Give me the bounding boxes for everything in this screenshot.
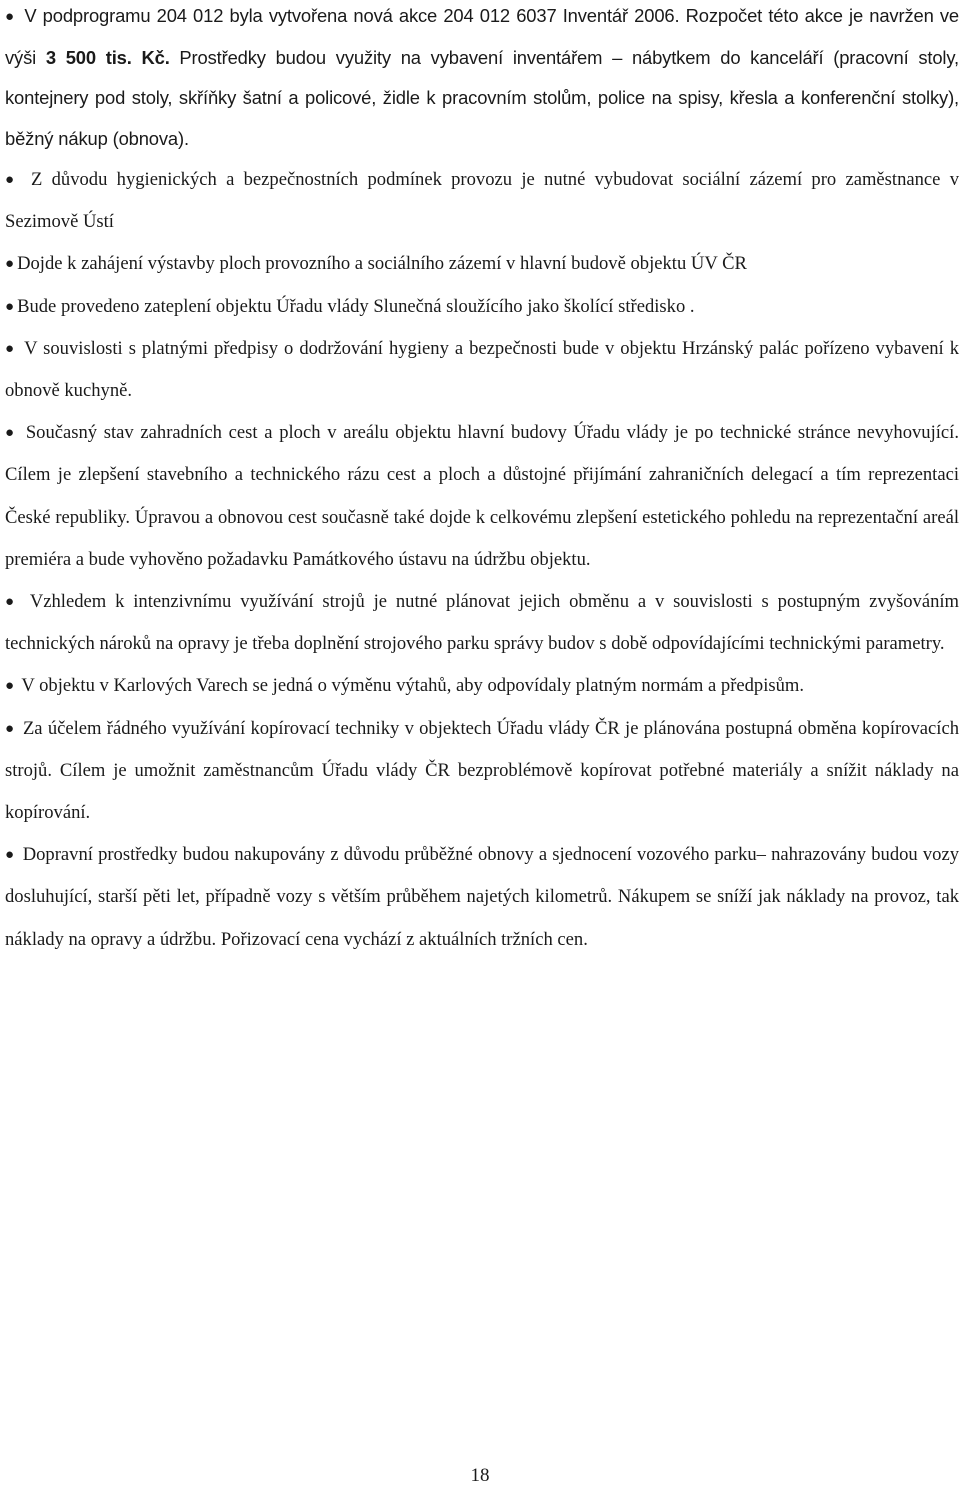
- paragraph-text: V podprogramu 204 012 byla vytvořena nová akce 204 012 6037 Inventář 2006. Rozpočet této akce je navržen ve výši: [5, 5, 959, 68]
- bullet-icon: ●: [5, 678, 15, 695]
- paragraph-text: Současný stav zahradních cest a ploch v areálu objektu hlavní budovy Úřadu vlády je po technické stránce nevyhovující. Cílem je zlepšení stavebního a technického rázu cest a ploch a důstojné přijímání zahraničních delegací a tím reprezentaci České republiky. Úpravou a obnovou cest současně také dojde k celkovému zlepšení estetického pohledu na reprezentační areál premiéra a bude vyhověno požadavku Památkového ústavu na údržbu objektu.: [5, 422, 959, 570]
- paragraph-text: Vzhledem k intenzivnímu využívání strojů je nutné plánovat jejich obměnu a v souvislosti s postupným zvyšováním technických nároků na opravy je třeba doplnění strojového parku správy budov s době odpovídajícími technickými parametry.: [5, 591, 960, 655]
- paragraph-budget-amount: 3 500 tis. Kč.: [45, 46, 170, 68]
- bullet-icon: ●: [5, 594, 19, 611]
- bullet-icon: ●: [5, 298, 15, 315]
- paragraph-main-building: [5, 243, 959, 285]
- paragraph-text: Dopravní prostředky budou nakupovány z důvodu průběžné obnovy a sjednocení vozového parku– nahrazovány budou vozy dosluhující, starší pěti let, případně vozy s větším průběhem najetých kilometrů. Nákupem se sníží jak náklady na provoz, tak náklady na opravy a údržbu. Pořizovací cena vychází z aktuálních tržních cen.: [5, 844, 959, 950]
- paragraph-vehicles: [5, 834, 959, 961]
- paragraph-hrzansky-palac: [5, 328, 959, 412]
- bullet-icon: ●: [5, 847, 15, 864]
- paragraph-machinery: [5, 581, 959, 665]
- bullet-icon: ●: [5, 8, 16, 25]
- paragraph-text: Prostředky budou využity na vybavení inventářem – nábytkem do kanceláří (pracovní stoly, kontejnery pod stoly, skříňky šatní a policové, židle k pracovním stolům, police na spisy, křesla a konferenční stolky), běžný nákup (obnova).: [5, 46, 959, 149]
- paragraph-copiers: [5, 708, 959, 835]
- paragraph-text: V souvislosti s platnými předpisy o dodržování hygieny a bezpečnosti bude v objektu Hrzánský palác pořízeno vybavení k obnově kuchyně.: [5, 337, 959, 402]
- bullet-icon: ●: [5, 172, 19, 188]
- paragraph-inventory: [5, 0, 959, 159]
- paragraph-text: Bude provedeno zateplení objektu Úřadu vlády Slunečná sloužícího jako školící středisko .: [17, 295, 695, 317]
- paragraph-text: Dojde k zahájení výstavby ploch provozního a sociálního zázemí v hlavní budově objektu ÚV ČR: [17, 253, 747, 275]
- paragraph-text: V objektu v Karlových Varech se jedná o výměnu výtahů, aby odpovídaly platným normám a předpisům.: [21, 675, 805, 697]
- bullet-icon: ●: [5, 425, 17, 442]
- paragraph-garden-paths: [5, 412, 959, 581]
- page-number: 18: [470, 1465, 490, 1486]
- document-page: [5, 0, 959, 961]
- paragraph-slunecna: [5, 286, 959, 328]
- paragraph-text: Z důvodu hygienických a bezpečnostních podmínek provozu je nutné vybudovat sociální zázemí pro zaměstnance v Sezimově Ústí: [5, 169, 959, 233]
- paragraph-text: Za účelem řádného využívání kopírovací techniky v objektech Úřadu vlády ČR je plánována postupná obměna kopírovacích strojů. Cílem je umožnit zaměstnancům Úřadu vlády ČR bezproblémově kopírovat potřebné materiály a snížit náklady na kopírování.: [5, 717, 959, 824]
- bullet-icon: ●: [5, 340, 16, 357]
- bullet-icon: ●: [5, 720, 15, 737]
- paragraph-sezimovo-usti: [5, 159, 959, 243]
- bullet-icon: ●: [5, 256, 15, 273]
- paragraph-elevators: [5, 665, 959, 707]
